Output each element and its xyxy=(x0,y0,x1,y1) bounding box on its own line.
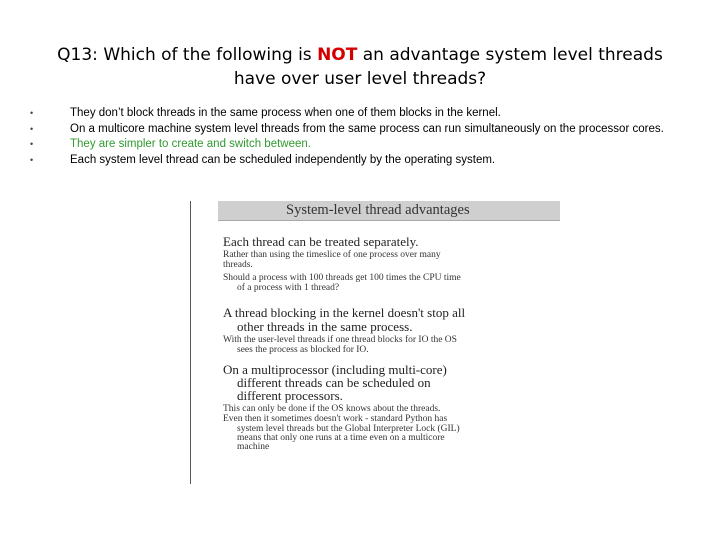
slide-point: different processors. xyxy=(237,388,343,403)
answer-option[interactable] xyxy=(30,106,690,122)
slide-subpoint: means that only one runs at a time even on a multicore xyxy=(237,433,445,443)
question-heading xyxy=(40,43,680,91)
answer-option-correct[interactable] xyxy=(30,137,690,153)
scanned-slide-image xyxy=(190,201,574,484)
slide-subpoint: machine xyxy=(237,442,270,452)
image-border-line xyxy=(190,201,191,484)
answer-option-text: On a multicore machine system level threads from the same process can run simultaneously on the processor cores. xyxy=(70,122,664,135)
answer-option[interactable] xyxy=(30,122,690,138)
question-suffix: an advantage system level threads have over user level threads? xyxy=(233,45,663,89)
slide-point: other threads in the same process. xyxy=(237,319,413,334)
slide-point: A thread blocking in the kernel doesn't stop all xyxy=(223,305,466,320)
answer-options-list xyxy=(30,106,690,168)
slide-point: Each thread can be treated separately. xyxy=(223,234,419,249)
slide-subpoint: Rather than using the timeslice of one process over many xyxy=(223,250,441,260)
slide-subpoint: With the user-level threads if one thread blocks for IO the OS xyxy=(223,335,457,345)
slide-title-bar xyxy=(218,201,560,221)
slide-subpoint: of a process with 1 thread? xyxy=(237,283,340,293)
slide-point: different threads can be scheduled on xyxy=(237,375,431,390)
slide-subpoint: This can only be done if the OS knows about the threads. xyxy=(223,404,441,414)
slide-subpoint: threads. xyxy=(223,260,253,270)
bullet-icon: • xyxy=(30,123,34,134)
slide-subpoint: Even then it sometimes doesn't work - standard Python has xyxy=(223,414,448,424)
slide-subpoint: Should a process with 100 threads get 100 times the CPU time xyxy=(223,273,461,283)
question-prefix: Q13: Which of the following is xyxy=(57,45,318,65)
slide-subpoint: sees the process as blocked for IO. xyxy=(237,345,369,355)
bullet-icon: • xyxy=(30,139,34,149)
slide-subpoint: system level threads but the Global Interpreter Lock (GIL) xyxy=(237,424,460,434)
answer-option-text: They are simpler to create and switch between. xyxy=(70,138,311,150)
answer-option-text: They don’t block threads in the same process when one of them blocks in the kernel. xyxy=(70,107,501,119)
question-emphasis-not: NOT xyxy=(317,45,358,65)
slide-title: System-level thread advantages xyxy=(286,202,470,218)
answer-option[interactable] xyxy=(30,153,690,169)
bullet-icon: • xyxy=(30,108,34,118)
bullet-icon: • xyxy=(30,154,34,165)
answer-option-text: Each system level thread can be scheduled independently by the operating system. xyxy=(70,153,496,166)
slide-point: On a multiprocessor (including multi-core) xyxy=(223,362,447,377)
